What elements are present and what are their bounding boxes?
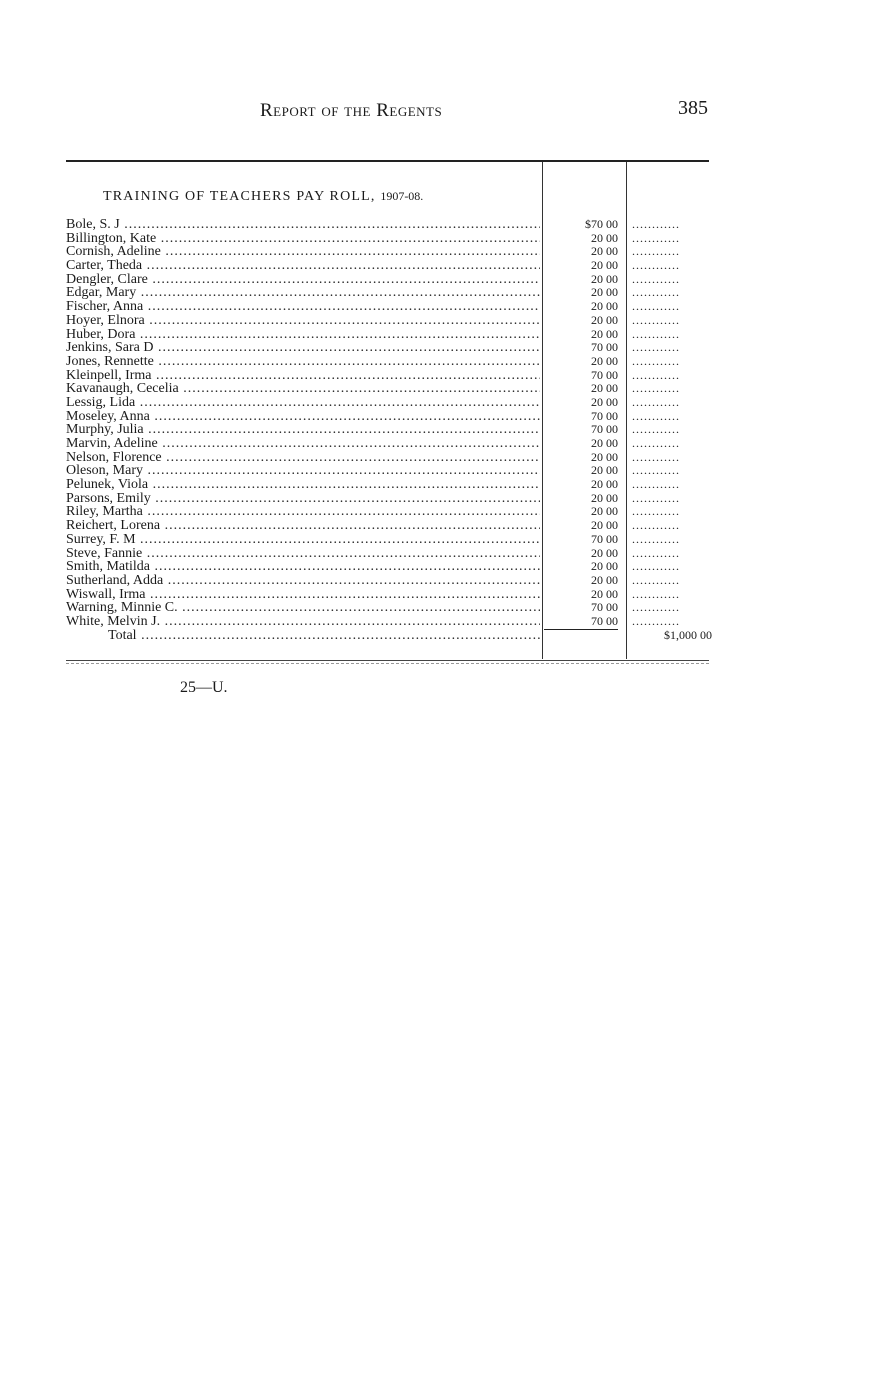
table-row bbox=[66, 519, 712, 533]
teacher-name: Riley, Martha ..... bbox=[66, 505, 540, 519]
total-column-leader: ............ bbox=[632, 587, 680, 601]
teacher-name: Hoyer, Elnora ..... bbox=[66, 314, 540, 328]
pay-amount: $70 00 bbox=[585, 217, 618, 231]
table-row bbox=[66, 588, 712, 602]
pay-amount: 20 00 bbox=[591, 394, 618, 409]
table-row bbox=[66, 437, 712, 451]
total-column-leader: ............ bbox=[632, 491, 680, 505]
teacher-name: Jones, Rennette ..... bbox=[66, 355, 540, 369]
teacher-name: Reichert, Lorena ..... bbox=[66, 519, 540, 533]
pay-amount: 20 00 bbox=[591, 572, 618, 587]
pay-amount: 20 00 bbox=[591, 449, 618, 464]
pay-amount: 20 00 bbox=[591, 381, 618, 396]
table-row bbox=[66, 423, 712, 437]
table-row bbox=[66, 314, 712, 328]
total-value: $1,000 00 bbox=[664, 627, 712, 642]
table-top-rule bbox=[66, 160, 709, 162]
table-row bbox=[66, 560, 712, 574]
teacher-name: Cornish, Adeline ..... bbox=[66, 245, 540, 259]
amount-sum-rule bbox=[544, 629, 618, 643]
table-row bbox=[66, 533, 712, 547]
total-column-leader: ............ bbox=[632, 300, 680, 314]
table-row bbox=[66, 273, 712, 287]
total-column-leader: ............ bbox=[632, 532, 680, 546]
total-column-leader: ............ bbox=[632, 437, 680, 450]
total-column-leader: ............ bbox=[632, 286, 680, 300]
total-label: Total ..... bbox=[66, 629, 540, 643]
table-row bbox=[66, 464, 712, 478]
pay-amount: 20 00 bbox=[591, 353, 618, 368]
teacher-name: Murphy, Julia ..... bbox=[66, 423, 540, 437]
total-column-leader: ............ bbox=[632, 272, 680, 286]
total-column-leader: ............ bbox=[632, 218, 680, 231]
teacher-name: Sutherland, Adda ..... bbox=[66, 574, 540, 588]
teacher-name: Huber, Dora ..... bbox=[66, 328, 540, 342]
teacher-name: Marvin, Adeline ..... bbox=[66, 437, 540, 451]
signature-mark: 25—U. bbox=[180, 679, 228, 696]
total-column-leader: ............ bbox=[632, 259, 680, 273]
total-column-leader: ............ bbox=[632, 409, 680, 423]
teacher-name: Smith, Matilda ..... bbox=[66, 560, 540, 574]
total-column-leader: ............ bbox=[632, 573, 680, 587]
pay-amount: 70 00 bbox=[591, 613, 618, 628]
pay-amount: 70 00 bbox=[591, 600, 618, 615]
table-row bbox=[66, 286, 712, 300]
total-column-leader: ............ bbox=[632, 519, 680, 533]
teacher-name: Kavanaugh, Cecelia ..... bbox=[66, 382, 540, 396]
pay-amount: 20 00 bbox=[591, 545, 618, 560]
teacher-name: Lessig, Lida ..... bbox=[66, 396, 540, 410]
total-column-leader: ............ bbox=[632, 245, 680, 259]
table-bottom-rule bbox=[66, 660, 709, 661]
total-column-leader: ............ bbox=[632, 231, 680, 245]
pay-amount: 20 00 bbox=[591, 518, 618, 533]
pay-amount: 20 00 bbox=[591, 326, 618, 341]
pay-amount: 20 00 bbox=[591, 436, 618, 450]
table-row bbox=[66, 601, 712, 615]
table-row bbox=[66, 341, 712, 355]
page-header bbox=[0, 97, 871, 126]
pay-amount: 70 00 bbox=[591, 422, 618, 437]
total-column-leader: ............ bbox=[632, 601, 680, 615]
total-column-leader: ............ bbox=[632, 327, 680, 341]
table-row bbox=[66, 547, 712, 561]
pay-roll-table bbox=[66, 218, 712, 642]
total-column-leader: ............ bbox=[632, 560, 680, 574]
running-title: Report of the Regents bbox=[260, 100, 443, 121]
table-row bbox=[66, 574, 712, 588]
teacher-name: Moseley, Anna ..... bbox=[66, 410, 540, 424]
teacher-name: Billington, Kate ..... bbox=[66, 232, 540, 246]
table-row bbox=[66, 245, 712, 259]
table-row bbox=[66, 369, 712, 383]
table-row bbox=[66, 259, 712, 273]
pay-amount: 20 00 bbox=[591, 559, 618, 574]
total-column-leader: ............ bbox=[632, 505, 680, 519]
pay-amount: 20 00 bbox=[591, 477, 618, 492]
table-title bbox=[103, 189, 423, 205]
teacher-name: Fischer, Anna ..... bbox=[66, 300, 540, 314]
table-row bbox=[66, 492, 712, 506]
pay-amount: 70 00 bbox=[591, 408, 618, 423]
teacher-name: White, Melvin J. ..... bbox=[66, 615, 540, 629]
teacher-name: Edgar, Mary ..... bbox=[66, 286, 540, 300]
page-number: 385 bbox=[678, 97, 708, 119]
teacher-name: Oleson, Mary ..... bbox=[66, 464, 540, 478]
table-row bbox=[66, 300, 712, 314]
table-row bbox=[66, 505, 712, 519]
table-row bbox=[66, 328, 712, 342]
total-column-leader: ............ bbox=[632, 368, 680, 382]
teacher-name: Wiswall, Irma ..... bbox=[66, 588, 540, 602]
pay-amount: 20 00 bbox=[591, 504, 618, 519]
teacher-name: Kleinpell, Irma ..... bbox=[66, 369, 540, 383]
total-column-leader: ............ bbox=[632, 382, 680, 396]
table-row bbox=[66, 232, 712, 246]
table-row bbox=[66, 382, 712, 396]
table-bottom-rule-faint bbox=[66, 663, 709, 664]
teacher-name: Surrey, F. M ..... bbox=[66, 533, 540, 547]
pay-amount: 20 00 bbox=[591, 463, 618, 478]
teacher-name: Jenkins, Sara D ..... bbox=[66, 341, 540, 355]
total-column-leader: ............ bbox=[632, 464, 680, 478]
total-column-leader: ............ bbox=[632, 614, 680, 628]
total-column-leader: ............ bbox=[632, 478, 680, 492]
pay-amount: 20 00 bbox=[591, 258, 618, 273]
teacher-name: Carter, Theda ..... bbox=[66, 259, 540, 273]
teacher-name: Steve, Fannie ..... bbox=[66, 547, 540, 561]
total-column-leader: ............ bbox=[632, 341, 680, 355]
total-column-leader: ............ bbox=[632, 313, 680, 327]
teacher-name: Dengler, Clare ..... bbox=[66, 273, 540, 287]
table-row bbox=[66, 218, 712, 232]
pay-amount: 20 00 bbox=[591, 490, 618, 505]
table-row bbox=[66, 355, 712, 369]
pay-amount: 70 00 bbox=[591, 531, 618, 546]
table-row bbox=[66, 451, 712, 465]
table-title-year: 1907-08. bbox=[380, 189, 424, 203]
total-row bbox=[66, 629, 712, 643]
pay-amount: 70 00 bbox=[591, 367, 618, 382]
pay-amount: 70 00 bbox=[591, 340, 618, 355]
pay-amount: 20 00 bbox=[591, 586, 618, 601]
total-column-leader: ............ bbox=[632, 395, 680, 409]
pay-amount: 20 00 bbox=[591, 285, 618, 300]
teacher-name: Warning, Minnie C. ..... bbox=[66, 601, 540, 615]
teacher-name: Pelunek, Viola ..... bbox=[66, 478, 540, 492]
teacher-name: Parsons, Emily ..... bbox=[66, 492, 540, 506]
table-row bbox=[66, 396, 712, 410]
total-column-leader: ............ bbox=[632, 546, 680, 560]
table-row bbox=[66, 410, 712, 424]
pay-amount: 20 00 bbox=[591, 230, 618, 245]
table-row bbox=[66, 478, 712, 492]
pay-amount: 20 00 bbox=[591, 244, 618, 259]
pay-amount: 20 00 bbox=[591, 299, 618, 314]
total-column-leader: ............ bbox=[632, 354, 680, 368]
teacher-name: Bole, S. J ..... bbox=[66, 218, 540, 232]
total-column-leader: ............ bbox=[632, 450, 680, 464]
teacher-name: Nelson, Florence ..... bbox=[66, 451, 540, 465]
total-column-leader: ............ bbox=[632, 423, 680, 437]
pay-amount: 20 00 bbox=[591, 312, 618, 327]
pay-amount: 20 00 bbox=[591, 271, 618, 286]
table-title-text: TRAINING OF TEACHERS PAY ROLL, bbox=[103, 189, 376, 204]
table-row bbox=[66, 615, 712, 629]
